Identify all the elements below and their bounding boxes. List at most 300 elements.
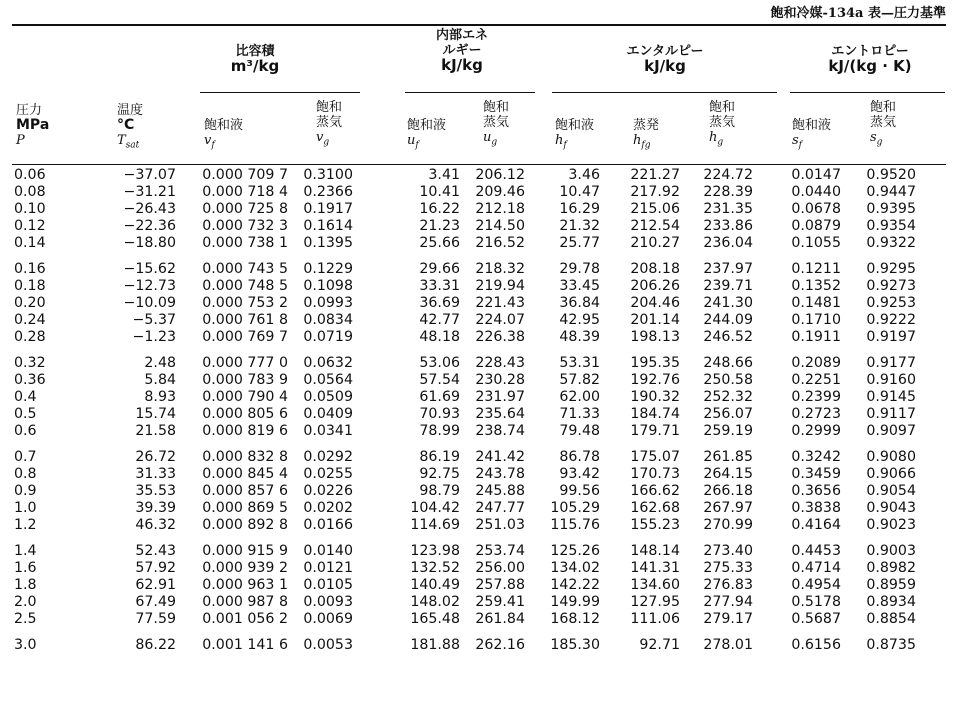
- cell-vg: 0.0093: [303, 593, 353, 610]
- cell-hfg: 206.26: [630, 277, 680, 294]
- table-row: [12, 448, 916, 465]
- cell-hg: 270.99: [703, 516, 753, 533]
- cell-sf: 0.2399: [791, 388, 841, 405]
- cell-hg: 267.97: [703, 499, 753, 516]
- cell-vg: 0.0121: [303, 559, 353, 576]
- col-vg-symbol: $v_g$: [316, 130, 330, 148]
- cell-hf: 21.32: [559, 217, 600, 234]
- cell-sf: 0.1352: [791, 277, 841, 294]
- cell-uf: 140.49: [410, 576, 460, 593]
- cell-ug: 245.88: [475, 482, 525, 499]
- cell-hg: 228.39: [703, 183, 753, 200]
- cell-hg: 259.19: [703, 422, 753, 439]
- cell-sg: 0.9253: [866, 294, 916, 311]
- cell-vf: 0.000 748 5: [202, 277, 288, 294]
- cell-temperature: −26.43: [123, 200, 176, 217]
- cell-pressure: 0.28: [14, 328, 46, 345]
- table-row: [12, 593, 916, 610]
- cell-hf: 48.39: [559, 328, 600, 345]
- cell-temperature: −18.80: [123, 234, 176, 251]
- col-pressure-header: [16, 103, 49, 148]
- cell-sf: 0.4954: [791, 576, 841, 593]
- cell-hfg: 134.60: [630, 576, 680, 593]
- cell-vf: 0.000 915 9: [202, 542, 288, 559]
- col-sf-header: [792, 118, 831, 154]
- col-hf-header: [555, 118, 594, 154]
- cell-temperature: 57.92: [135, 559, 176, 576]
- cell-hf: 42.95: [559, 311, 600, 328]
- table-row: [12, 516, 916, 533]
- cell-vg: 0.1229: [303, 260, 353, 277]
- entropy-rule: [790, 92, 945, 93]
- col-hg-name-2: 蒸気: [709, 115, 736, 130]
- cell-temperature: 52.43: [135, 542, 176, 559]
- col-hf-name: 飽和液: [555, 118, 595, 133]
- cell-sg: 0.9520: [866, 166, 916, 183]
- cell-hf: 93.42: [559, 465, 600, 482]
- cell-sf: 0.4714: [791, 559, 841, 576]
- table-row: [12, 166, 916, 183]
- cell-sg: 0.9054: [866, 482, 916, 499]
- cell-vg: 0.1614: [303, 217, 353, 234]
- cell-pressure: 1.6: [14, 559, 37, 576]
- cell-temperature: 67.49: [135, 593, 176, 610]
- cell-sf: 0.0678: [791, 200, 841, 217]
- cell-temperature: −5.37: [132, 311, 176, 328]
- internal-energy-rule: [405, 92, 535, 93]
- cell-sf: 0.3242: [791, 448, 841, 465]
- cell-sg: 0.9322: [866, 234, 916, 251]
- cell-hfg: 190.32: [630, 388, 680, 405]
- col-hf-symbol: $h_f$: [555, 133, 567, 151]
- entropy-unit: kJ/(kg · K): [828, 57, 912, 75]
- col-sf-name: 飽和液: [792, 118, 832, 133]
- cell-vf: 0.000 743 5: [202, 260, 288, 277]
- cell-vg: 0.0719: [303, 328, 353, 345]
- cell-vf: 0.000 819 6: [202, 422, 288, 439]
- cell-hg: 224.72: [703, 166, 753, 183]
- cell-uf: 29.66: [419, 260, 460, 277]
- page-title: 飽和冷媒-134a 表—圧力基準: [770, 6, 946, 21]
- cell-ug: 228.43: [475, 354, 525, 371]
- cell-hg: 264.15: [703, 465, 753, 482]
- cell-temperature: 15.74: [135, 405, 176, 422]
- cell-ug: 261.84: [475, 610, 525, 627]
- cell-hf: 86.78: [559, 448, 600, 465]
- cell-uf: 78.99: [419, 422, 460, 439]
- cell-sg: 0.9395: [866, 200, 916, 217]
- cell-sg: 0.9295: [866, 260, 916, 277]
- cell-vg: 0.0292: [303, 448, 353, 465]
- cell-hfg: 92.71: [639, 636, 680, 653]
- cell-pressure: 2.5: [14, 610, 37, 627]
- cell-pressure: 0.08: [14, 183, 46, 200]
- cell-vg: 0.0053: [303, 636, 353, 653]
- cell-sf: 0.6156: [791, 636, 841, 653]
- internal-energy-unit: kJ/kg: [441, 56, 483, 74]
- cell-sf: 0.1055: [791, 234, 841, 251]
- table-row: [12, 354, 916, 371]
- cell-ug: 262.16: [475, 636, 525, 653]
- cell-ug: 256.00: [475, 559, 525, 576]
- top-rule: [12, 24, 946, 26]
- cell-hf: 149.99: [550, 593, 600, 610]
- cell-hf: 125.26: [550, 542, 600, 559]
- header-rule: [12, 164, 946, 165]
- cell-hfg: 141.31: [630, 559, 680, 576]
- cell-pressure: 0.4: [14, 388, 37, 405]
- cell-temperature: −15.62: [123, 260, 176, 277]
- cell-hfg: 221.27: [630, 166, 680, 183]
- cell-pressure: 1.8: [14, 576, 37, 593]
- cell-pressure: 0.14: [14, 234, 46, 251]
- cell-hf: 62.00: [559, 388, 600, 405]
- cell-ug: 235.64: [475, 405, 525, 422]
- cell-hf: 29.78: [559, 260, 600, 277]
- cell-hg: 236.04: [703, 234, 753, 251]
- cell-sg: 0.8959: [866, 576, 916, 593]
- col-temperature-unit: °C: [117, 117, 135, 133]
- cell-vf: 0.000 777 0: [202, 354, 288, 371]
- cell-hfg: 166.62: [630, 482, 680, 499]
- col-temperature-name: 温度: [117, 103, 144, 118]
- col-hfg-symbol: $h_{fg}$: [633, 133, 651, 151]
- cell-hf: 168.12: [550, 610, 600, 627]
- cell-sg: 0.9145: [866, 388, 916, 405]
- cell-hfg: 208.18: [630, 260, 680, 277]
- cell-sf: 0.1911: [791, 328, 841, 345]
- cell-vg: 0.1395: [303, 234, 353, 251]
- cell-hf: 10.47: [559, 183, 600, 200]
- cell-pressure: 0.18: [14, 277, 46, 294]
- cell-uf: 25.66: [419, 234, 460, 251]
- cell-sg: 0.8854: [866, 610, 916, 627]
- cell-ug: 216.52: [475, 234, 525, 251]
- cell-sf: 0.1481: [791, 294, 841, 311]
- cell-vf: 0.000 939 2: [202, 559, 288, 576]
- cell-vf: 0.000 892 8: [202, 516, 288, 533]
- cell-vg: 0.0140: [303, 542, 353, 559]
- specific-volume-unit: m³/kg: [230, 57, 280, 75]
- cell-vg: 0.0409: [303, 405, 353, 422]
- cell-uf: 16.22: [419, 200, 460, 217]
- row-group: [12, 354, 916, 439]
- cell-uf: 53.06: [419, 354, 460, 371]
- cell-hfg: 170.73: [630, 465, 680, 482]
- cell-pressure: 0.20: [14, 294, 46, 311]
- cell-sg: 0.9117: [866, 405, 916, 422]
- cell-sg: 0.9043: [866, 499, 916, 516]
- cell-temperature: 62.91: [135, 576, 176, 593]
- cell-hfg: 217.92: [630, 183, 680, 200]
- table-row: [12, 576, 916, 593]
- col-vf-symbol: $v_f$: [204, 133, 215, 151]
- cell-vf: 0.000 783 9: [202, 371, 288, 388]
- col-uf-symbol: $u_f$: [407, 133, 419, 151]
- cell-sf: 0.2089: [791, 354, 841, 371]
- cell-sg: 0.9273: [866, 277, 916, 294]
- cell-hfg: 148.14: [630, 542, 680, 559]
- col-pressure-name: 圧力: [16, 103, 43, 118]
- cell-pressure: 0.12: [14, 217, 46, 234]
- cell-sg: 0.9160: [866, 371, 916, 388]
- enthalpy-label: エンタルピー: [626, 44, 704, 59]
- cell-vg: 0.0069: [303, 610, 353, 627]
- cell-uf: 92.75: [419, 465, 460, 482]
- table-row: [12, 260, 916, 277]
- col-sg-name-2: 蒸気: [870, 115, 897, 130]
- cell-hg: 266.18: [703, 482, 753, 499]
- cell-sf: 0.0147: [791, 166, 841, 183]
- table-row: [12, 277, 916, 294]
- cell-uf: 42.77: [419, 311, 460, 328]
- col-hg-name-1: 飽和: [709, 100, 736, 115]
- cell-temperature: 5.84: [144, 371, 176, 388]
- cell-uf: 21.23: [419, 217, 460, 234]
- cell-ug: 230.28: [475, 371, 525, 388]
- row-group: [12, 542, 916, 627]
- cell-sf: 0.4453: [791, 542, 841, 559]
- cell-sg: 0.9003: [866, 542, 916, 559]
- cell-sg: 0.9354: [866, 217, 916, 234]
- cell-sf: 0.2251: [791, 371, 841, 388]
- table-row: [12, 636, 916, 653]
- cell-hg: 241.30: [703, 294, 753, 311]
- cell-vf: 0.000 769 7: [202, 328, 288, 345]
- cell-ug: 218.32: [475, 260, 525, 277]
- cell-sg: 0.8982: [866, 559, 916, 576]
- table-row: [12, 234, 916, 251]
- cell-hfg: 162.68: [630, 499, 680, 516]
- cell-temperature: 46.32: [135, 516, 176, 533]
- cell-hg: 276.83: [703, 576, 753, 593]
- cell-hg: 273.40: [703, 542, 753, 559]
- cell-hfg: 204.46: [630, 294, 680, 311]
- cell-temperature: 8.93: [144, 388, 176, 405]
- cell-hg: 261.85: [703, 448, 753, 465]
- cell-sf: 0.0440: [791, 183, 841, 200]
- cell-hf: 57.82: [559, 371, 600, 388]
- cell-vf: 0.000 709 7: [202, 166, 288, 183]
- table-row: [12, 405, 916, 422]
- enthalpy-rule: [552, 92, 777, 93]
- cell-hg: 278.01: [703, 636, 753, 653]
- cell-hg: 239.71: [703, 277, 753, 294]
- cell-sf: 0.5687: [791, 610, 841, 627]
- cell-temperature: 86.22: [135, 636, 176, 653]
- cell-sf: 0.3838: [791, 499, 841, 516]
- cell-hf: 3.46: [568, 166, 600, 183]
- col-ug-header: [483, 100, 509, 151]
- col-sf-symbol: $s_f$: [792, 133, 803, 151]
- cell-hf: 16.29: [559, 200, 600, 217]
- cell-pressure: 1.4: [14, 542, 37, 559]
- cell-temperature: −1.23: [132, 328, 176, 345]
- cell-pressure: 0.16: [14, 260, 46, 277]
- enthalpy-unit: kJ/kg: [644, 57, 686, 75]
- col-ug-name-1: 飽和: [483, 100, 510, 115]
- cell-ug: 251.03: [475, 516, 525, 533]
- table-row: [12, 328, 916, 345]
- cell-hg: 244.09: [703, 311, 753, 328]
- cell-hg: 233.86: [703, 217, 753, 234]
- internal-energy-header: [412, 28, 512, 73]
- cell-hfg: 201.14: [630, 311, 680, 328]
- table-row: [12, 200, 916, 217]
- cell-uf: 36.69: [419, 294, 460, 311]
- cell-hfg: 210.27: [630, 234, 680, 251]
- cell-ug: 231.97: [475, 388, 525, 405]
- cell-temperature: 26.72: [135, 448, 176, 465]
- cell-ug: 259.41: [475, 593, 525, 610]
- cell-vf: 0.000 963 1: [202, 576, 288, 593]
- cell-temperature: −31.21: [123, 183, 176, 200]
- cell-temperature: 21.58: [135, 422, 176, 439]
- cell-temperature: 35.53: [135, 482, 176, 499]
- cell-vf: 0.000 805 6: [202, 405, 288, 422]
- cell-vg: 0.0255: [303, 465, 353, 482]
- cell-vf: 0.000 832 8: [202, 448, 288, 465]
- cell-pressure: 0.24: [14, 311, 46, 328]
- col-hfg-header: [633, 118, 659, 154]
- cell-temperature: −12.73: [123, 277, 176, 294]
- cell-sg: 0.9023: [866, 516, 916, 533]
- col-hfg-name: 蒸発: [633, 118, 660, 133]
- cell-vg: 0.0834: [303, 311, 353, 328]
- cell-vf: 0.000 790 4: [202, 388, 288, 405]
- cell-vf: 0.000 869 5: [202, 499, 288, 516]
- cell-vg: 0.0341: [303, 422, 353, 439]
- cell-hfg: 215.06: [630, 200, 680, 217]
- table-row: [12, 610, 916, 627]
- col-sg-header: [870, 100, 896, 151]
- cell-ug: 209.46: [475, 183, 525, 200]
- cell-ug: 257.88: [475, 576, 525, 593]
- cell-sg: 0.9097: [866, 422, 916, 439]
- col-sg-name-1: 飽和: [870, 100, 897, 115]
- entropy-label: エントロピー: [831, 44, 909, 59]
- cell-hfg: 184.74: [630, 405, 680, 422]
- col-uf-header: [407, 118, 446, 154]
- cell-ug: 241.42: [475, 448, 525, 465]
- table-row: [12, 183, 916, 200]
- cell-uf: 10.41: [419, 183, 460, 200]
- cell-sf: 0.3459: [791, 465, 841, 482]
- col-ug-name-2: 蒸気: [483, 115, 510, 130]
- cell-temperature: −37.07: [123, 166, 176, 183]
- cell-vg: 0.2366: [303, 183, 353, 200]
- cell-sf: 0.3656: [791, 482, 841, 499]
- col-hg-header: [709, 100, 735, 151]
- cell-uf: 33.31: [419, 277, 460, 294]
- internal-energy-label-2: ルギー: [442, 43, 482, 58]
- cell-pressure: 0.5: [14, 405, 37, 422]
- cell-uf: 148.02: [410, 593, 460, 610]
- row-group: [12, 636, 916, 653]
- cell-vg: 0.0509: [303, 388, 353, 405]
- cell-sg: 0.9222: [866, 311, 916, 328]
- col-temperature-symbol: $T_{sat}$: [117, 133, 140, 151]
- row-group: [12, 166, 916, 251]
- cell-sf: 0.4164: [791, 516, 841, 533]
- cell-pressure: 1.0: [14, 499, 37, 516]
- cell-ug: 243.78: [475, 465, 525, 482]
- cell-hfg: 111.06: [630, 610, 680, 627]
- cell-vf: 0.001 141 6: [202, 636, 288, 653]
- cell-hf: 142.22: [550, 576, 600, 593]
- cell-sf: 0.2723: [791, 405, 841, 422]
- cell-hfg: 198.13: [630, 328, 680, 345]
- cell-vf: 0.000 738 1: [202, 234, 288, 251]
- cell-sf: 0.1211: [791, 260, 841, 277]
- cell-vg: 0.0226: [303, 482, 353, 499]
- cell-hfg: 155.23: [630, 516, 680, 533]
- cell-hf: 115.76: [550, 516, 600, 533]
- table-row: [12, 371, 916, 388]
- cell-sg: 0.8735: [866, 636, 916, 653]
- cell-hg: 246.52: [703, 328, 753, 345]
- table-row: [12, 542, 916, 559]
- cell-vg: 0.0564: [303, 371, 353, 388]
- cell-temperature: −10.09: [123, 294, 176, 311]
- entropy-header: [790, 44, 950, 74]
- enthalpy-header: [590, 44, 740, 74]
- cell-hfg: 212.54: [630, 217, 680, 234]
- cell-hg: 277.94: [703, 593, 753, 610]
- cell-hg: 256.07: [703, 405, 753, 422]
- cell-hg: 275.33: [703, 559, 753, 576]
- cell-hg: 231.35: [703, 200, 753, 217]
- cell-pressure: 2.0: [14, 593, 37, 610]
- cell-hg: 248.66: [703, 354, 753, 371]
- cell-hf: 71.33: [559, 405, 600, 422]
- cell-hg: 252.32: [703, 388, 753, 405]
- col-hg-symbol: $h_g$: [709, 130, 724, 148]
- cell-uf: 70.93: [419, 405, 460, 422]
- cell-vf: 0.000 753 2: [202, 294, 288, 311]
- specific-volume-rule: [200, 92, 360, 93]
- col-pressure-symbol: P: [16, 133, 25, 148]
- cell-sg: 0.9447: [866, 183, 916, 200]
- cell-pressure: 0.36: [14, 371, 46, 388]
- cell-uf: 57.54: [419, 371, 460, 388]
- cell-sg: 0.8934: [866, 593, 916, 610]
- cell-uf: 165.48: [410, 610, 460, 627]
- cell-ug: 224.07: [475, 311, 525, 328]
- cell-ug: 221.43: [475, 294, 525, 311]
- col-ug-symbol: $u_g$: [483, 130, 498, 148]
- cell-uf: 48.18: [419, 328, 460, 345]
- table-row: [12, 482, 916, 499]
- specific-volume-header: [205, 44, 305, 74]
- table-row: [12, 422, 916, 439]
- cell-pressure: 0.7: [14, 448, 37, 465]
- cell-temperature: 39.39: [135, 499, 176, 516]
- cell-pressure: 1.2: [14, 516, 37, 533]
- cell-hf: 25.77: [559, 234, 600, 251]
- cell-uf: 3.41: [428, 166, 460, 183]
- row-group: [12, 260, 916, 345]
- cell-pressure: 3.0: [14, 636, 37, 653]
- cell-uf: 86.19: [419, 448, 460, 465]
- cell-uf: 123.98: [410, 542, 460, 559]
- cell-vf: 0.000 987 8: [202, 593, 288, 610]
- cell-ug: 253.74: [475, 542, 525, 559]
- cell-vg: 0.0166: [303, 516, 353, 533]
- col-sg-symbol: $s_g$: [870, 130, 883, 148]
- cell-pressure: 0.9: [14, 482, 37, 499]
- cell-hg: 250.58: [703, 371, 753, 388]
